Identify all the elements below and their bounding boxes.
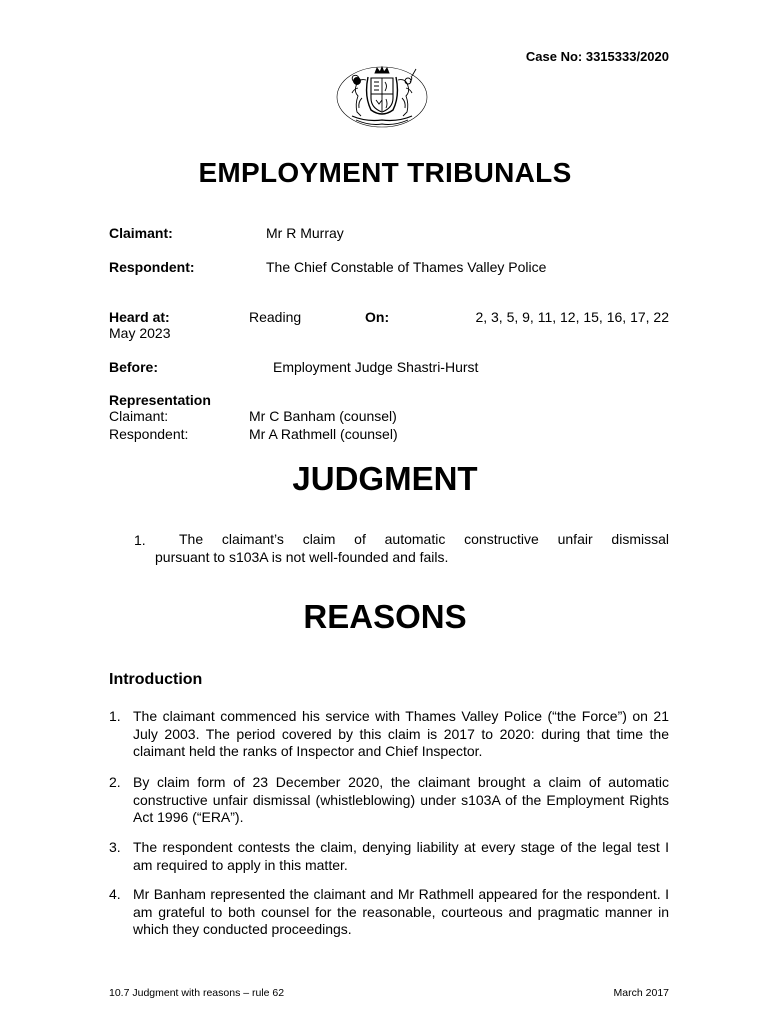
hearing-dates-continued: May 2023 [109,325,171,341]
claimant-name: Mr R Murray [266,225,344,241]
reasons-heading: REASONS [303,598,467,635]
representation-claimant-value: Mr C Banham (counsel) [249,408,397,424]
judgment-item-line1: The claimant’s claim of automatic constructive unfair dismissal [179,531,669,547]
on-label: On: [365,309,390,325]
case-number: Case No: 3315333/2020 [525,49,669,64]
claimant-label: Claimant: [109,225,173,241]
judgment-heading: JUDGMENT [292,460,478,497]
respondent-label: Respondent: [109,259,195,275]
royal-coat-of-arms-icon [330,64,434,130]
paragraph-number: 4. [109,886,121,902]
representation-heading: Representation [109,392,211,408]
paragraph-number: 1. [109,708,121,724]
judgment-item-line2: pursuant to s103A is not well-founded and fails. [155,549,449,565]
hearing-dates: 2, 3, 5, 9, 11, 12, 15, 16, 17, 22 [475,309,669,325]
paragraph-text: By claim form of 23 December 2020, the claimant brought a claim of automatic constructive unfair dismissal (whistleblowing) under s103A of the Employment Rights Act 1996 (“ERA”). [133,774,669,825]
representation-respondent-label: Respondent: [109,426,189,442]
footer-left: 10.7 Judgment with reasons – rule 62 [109,987,285,999]
heard-at-label: Heard at: [109,309,170,325]
judge-name: Employment Judge Shastri-Hurst [273,359,479,375]
paragraph-text: The respondent contests the claim, denying liability at every stage of the legal test I am required to apply in this matter. [133,839,669,873]
heard-at-value: Reading [249,309,302,325]
representation-claimant-label: Claimant: [109,408,169,424]
respondent-name: The Chief Constable of Thames Valley Police [266,259,547,275]
representation-respondent-value: Mr A Rathmell (counsel) [249,426,398,442]
paragraph-text: Mr Banham represented the claimant and Mr Rathmell appeared for the respondent. I am grateful to both counsel for the reasonable, courteous and pragmatic manner in which they conducted proceedings. [133,886,669,937]
judgment-item-number: 1. [134,532,146,548]
paragraph-text: The claimant commenced his service with Thames Valley Police (“the Force”) on 21 July 2003. The period covered by this claim is 2017 to 2020: during that time the claimant held the ranks of Inspector and Chief Inspector. [133,708,669,759]
paragraph-number: 3. [109,839,121,855]
document-title: EMPLOYMENT TRIBUNALS [198,157,572,188]
introduction-heading: Introduction [109,671,203,688]
paragraph-number: 2. [109,774,121,790]
before-label: Before: [109,359,159,375]
footer-right: March 2017 [613,987,669,999]
